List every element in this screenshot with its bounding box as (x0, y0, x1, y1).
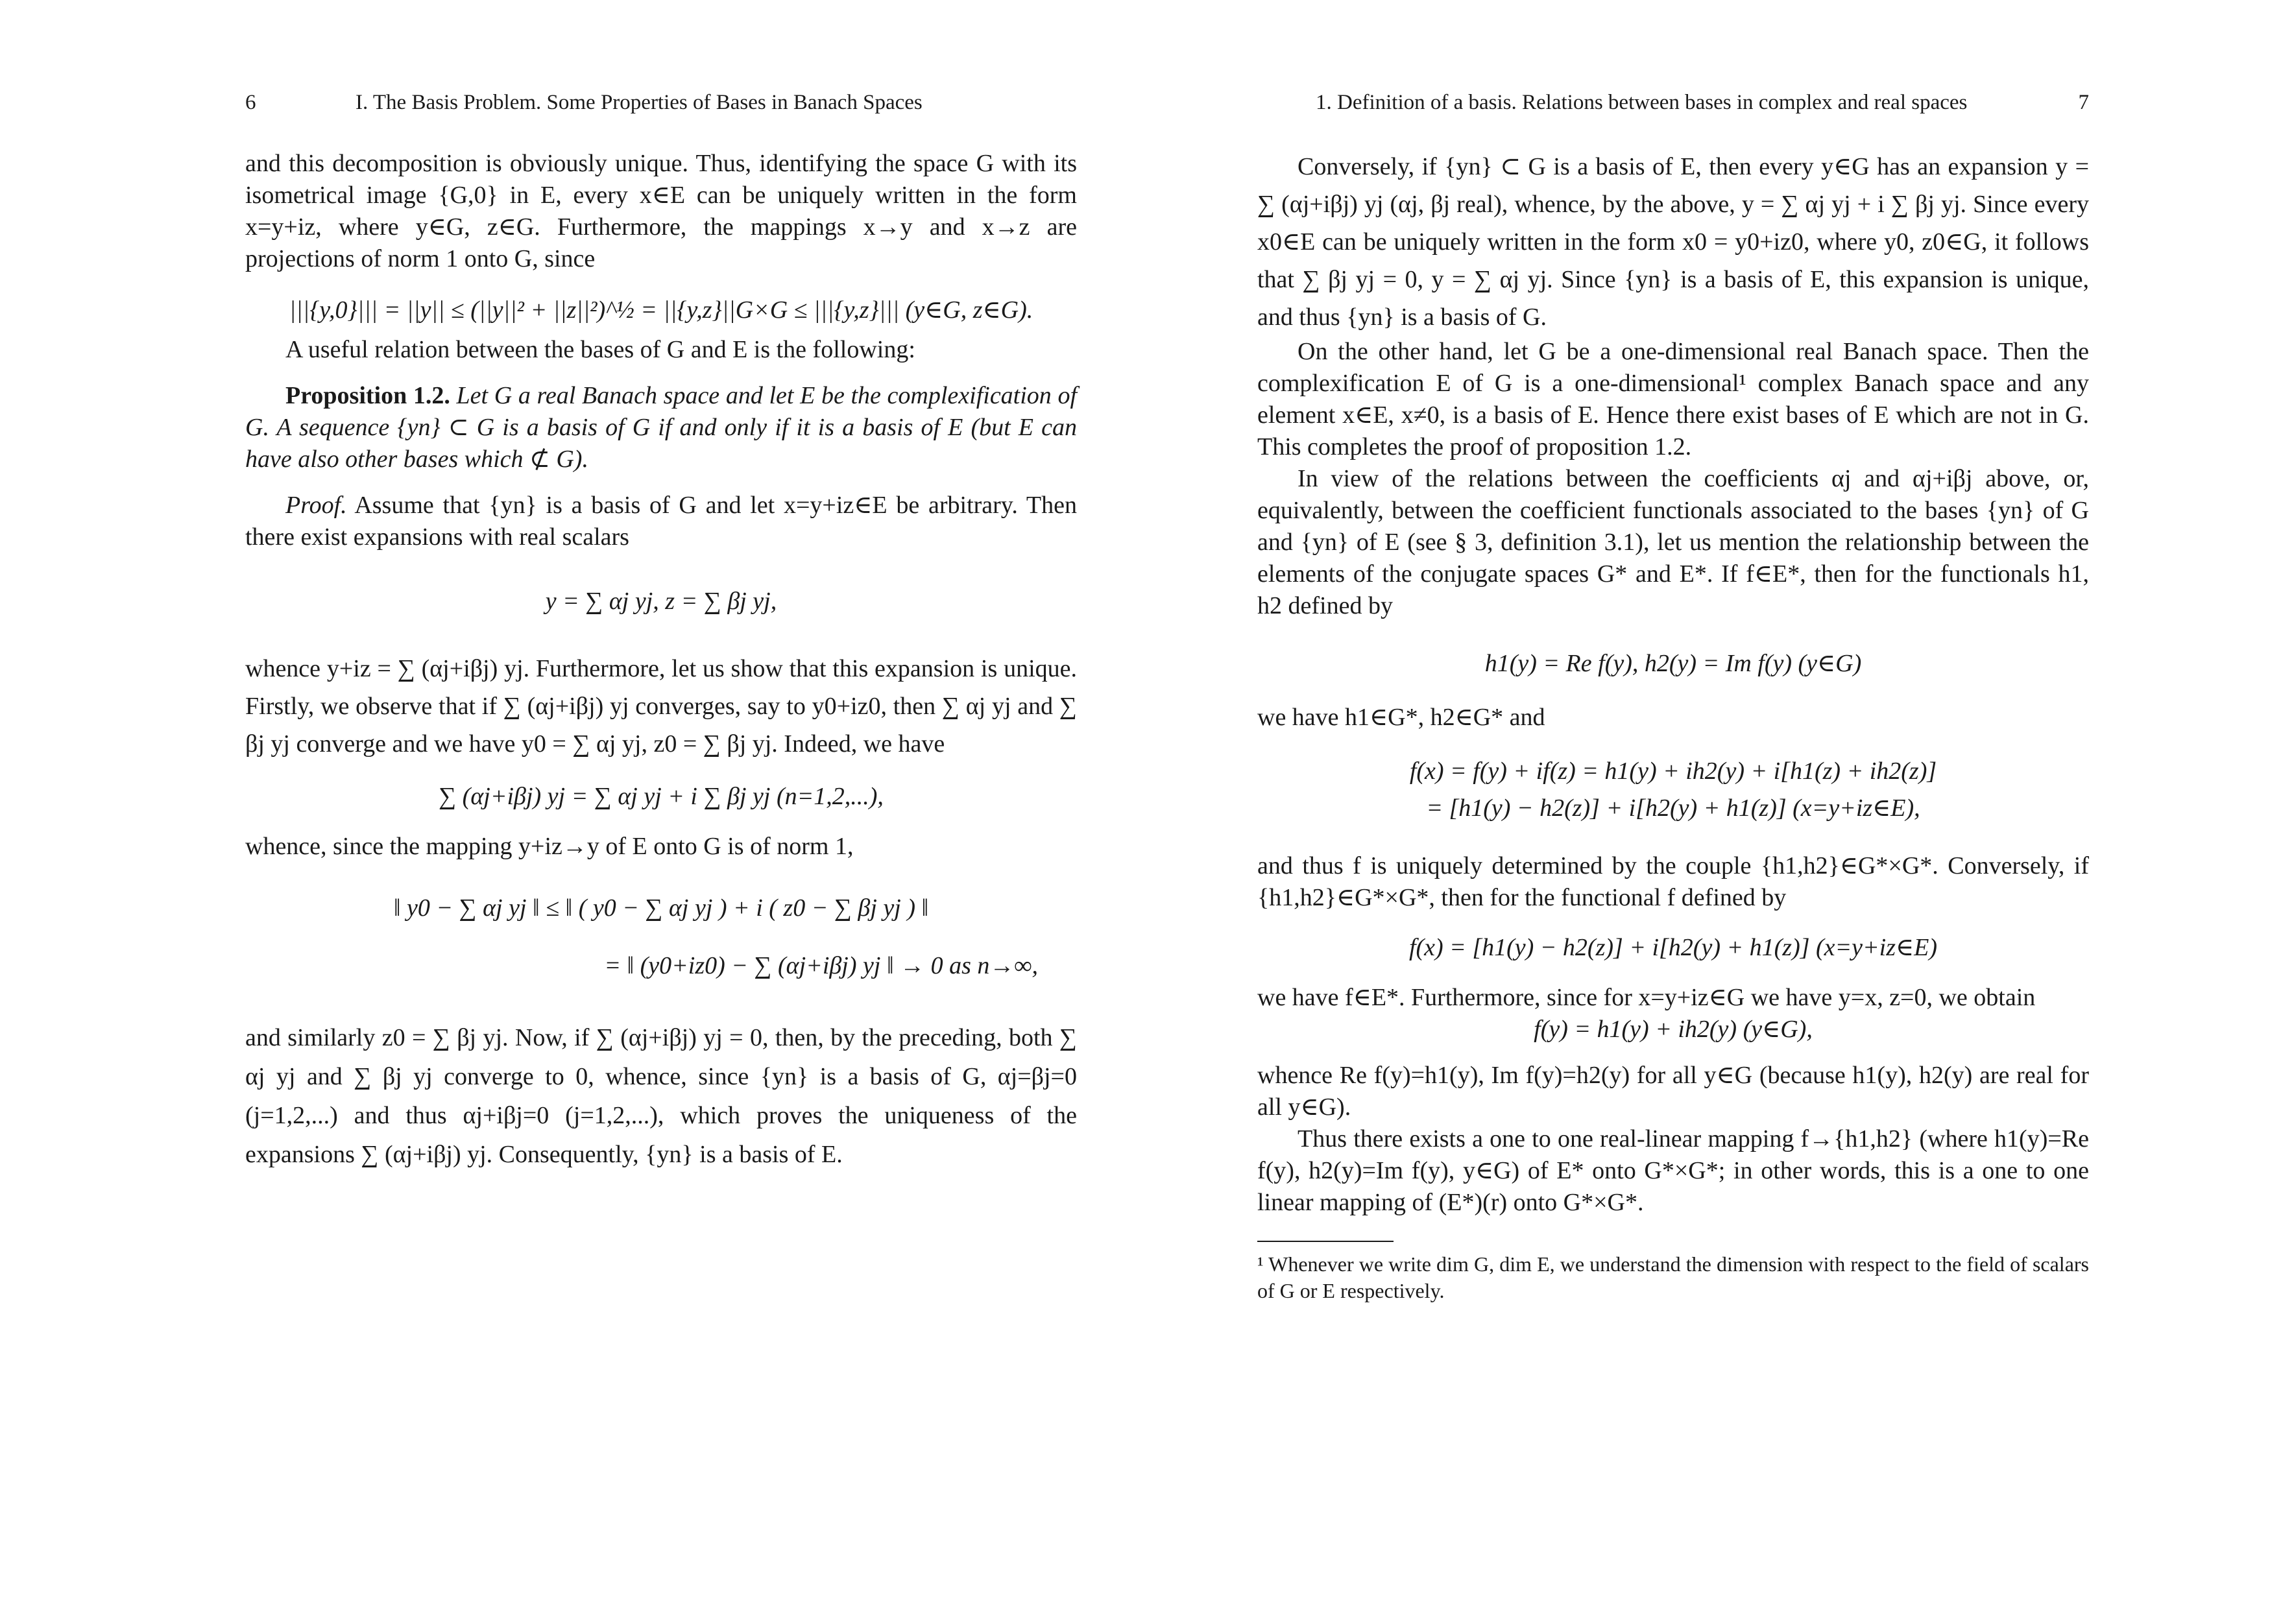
left-paragraph-4: whence, since the mapping y+iz→y of E onto G is of norm 1, (245, 833, 854, 860)
left-paragraph-3: whence y+iz = ∑ (αj+iβj) yj. Furthermore, let us show that this expansion is unique. Firstly, we observe that if ∑ (αj+iβj) yj converges, say to y0+iz0, then ∑ αj yj and ∑ βj yj converge and we have y0 = ∑ αj yj, z0 = ∑ βj yj. Indeed, we have (245, 655, 1077, 758)
right-page-body (1257, 148, 2089, 1304)
left-running-head (245, 91, 1077, 117)
left-page-body (245, 148, 1077, 1174)
proposition-block (245, 380, 1077, 475)
left-running-title: I. The Basis Problem. Some Properties of Bases in Banach Spaces (356, 91, 923, 114)
right-equation-2a: f(x) = f(y) + if(z) = h1(y) + ih2(y) + i[h1(z) + ih2(z)] (1409, 758, 1937, 785)
right-running-head (1257, 91, 2089, 117)
left-paragraph-2: A useful relation between the bases of G and E is the following: (285, 336, 915, 363)
left-paragraph-5: and similarly z0 = ∑ βj yj. Now, if ∑ (αj+iβj) yj = 0, then, by the preceding, both ∑ αj yj and ∑ βj yj converge to 0, whence, since {yn} is a basis of G, αj=βj=0 (j=1,2,...) and thus αj+iβj=0 (j=1,2,...), which proves the uniqueness of the expansions ∑ (αj+iβj) yj. Consequently, {yn} is a basis of E. (245, 1024, 1077, 1168)
right-paragraph-7: whence Re f(y)=h1(y), Im f(y)=h2(y) for all y∈G (because h1(y), h2(y) are real for all y∈G). (1257, 1062, 2089, 1121)
right-paragraph-6: we have f∈E*. Furthermore, since for x=y+iz∈G we have y=x, z=0, we obtain (1257, 984, 2036, 1011)
right-equation-3: f(x) = [h1(y) − h2(z)] + i[h2(y) + h1(z)] (x=y+iz∈E) (1408, 934, 1938, 961)
left-equation-2: y = ∑ αj yj, z = ∑ βj yj, (545, 588, 777, 615)
right-equation-2b: = [h1(y) − h2(z)] + i[h2(y) + h1(z)] (x=y+iz∈E), (1426, 794, 1920, 822)
right-paragraph-2: On the other hand, let G be a one-dimensional real Banach space. Then the complexification E of G is a one-dimensional¹ complex Banach space and any element x∈E, x≠0, is a basis of E. Hence there exist bases of E which are not in G. This completes the proof of proposition 1.2. (1257, 338, 2089, 460)
left-equation-4b: = ‖ (y0+iz0) − ∑ (αj+iβj) yj ‖ → 0 as n→∞, (604, 952, 1038, 979)
right-equation-4: f(y) = h1(y) + ih2(y) (y∈G), (1534, 1016, 1813, 1043)
right-equation-1: h1(y) = Re f(y), h2(y) = Im f(y) (y∈G) (1484, 650, 1862, 677)
proof-block (245, 490, 1077, 553)
right-paragraph-3: In view of the relations between the coefficients αj and αj+iβj above, or, equivalently, between the coefficient functionals associated to the bases {yn} of G and {yn} of E (see § 3, definition 3.1), let us mention the relationship between the elements of the conjugate spaces G* and E*. If f∈E*, then for the functionals h1, h2 defined by (1257, 465, 2089, 619)
left-page (245, 0, 1077, 1624)
right-paragraph-4: we have h1∈G*, h2∈G* and (1257, 704, 1545, 731)
right-paragraph-8: Thus there exists a one to one real-linear mapping f→{h1,h2} (where h1(y)=Re f(y), h2(y)=Im f(y), y∈G) of E* onto G*×G*; in other words, this is a one to one linear mapping of (E*)(r) onto G*×G*. (1257, 1125, 2089, 1216)
proof-text: Assume that {yn} is a basis of G and let x=y+iz∈E be arbitrary. Then there exist expansions with real scalars (245, 492, 1077, 551)
left-equation-1: |||{y,0}||| = ||y|| ≤ (||y||² + ||z||²)^½ = ||{y,z}||G×G ≤ |||{y,z}||| (y∈G, z∈G). (289, 296, 1033, 324)
left-paragraph-1: and this decomposition is obviously unique. Thus, identifying the space G with its isometrical image {G,0} in E, every x∈E can be uniquely written in the form x=y+iz, where y∈G, z∈G. Furthermore, the mappings x→y and x→z are projections of norm 1 onto G, since (245, 150, 1077, 272)
left-equation-4a: ‖ y0 − ∑ αj yj ‖ ≤ ‖ ( y0 − ∑ αj yj ) + i ( z0 − ∑ βj yj ) ‖ (393, 894, 929, 922)
right-page (1257, 0, 2089, 1624)
right-paragraph-1: Conversely, if {yn} ⊂ G is a basis of E, then every y∈G has an expansion y = ∑ (αj+iβj) yj (αj, βj real), whence, by the above, y = ∑ αj yj + i ∑ βj yj. Since every x0∈E can be uniquely written in the form x0 = y0+iz0, where y0, z0∈G, it follows that ∑ βj yj = 0, y = ∑ αj yj. Since {yn} is a basis of E, this expansion is unique, and thus {yn} is a basis of G. (1257, 153, 2089, 331)
proposition-label: Proposition 1.2. (285, 382, 450, 409)
footnote-rule (1257, 1241, 1394, 1242)
right-page-number: 7 (2078, 91, 2089, 114)
right-running-title: 1. Definition of a basis. Relations between bases in complex and real spaces (1316, 91, 1968, 114)
left-equation-3: ∑ (αj+iβj) yj = ∑ αj yj + i ∑ βj yj (n=1,2,...), (439, 783, 884, 810)
right-paragraph-5: and thus f is uniquely determined by the couple {h1,h2}∈G*×G*. Conversely, if {h1,h2}∈G*×G*, then for the functional f defined by (1257, 852, 2089, 911)
footnote: ¹ Whenever we write dim G, dim E, we understand the dimension with respect to the field of scalars of G or E respectively. (1257, 1252, 2089, 1302)
proposition-text: Let G a real Banach space and let E be the complexification of G. A sequence {yn} ⊂ G is a basis of G if and only if it is a basis of E (but E can have also other bases which ⊄ G). (245, 382, 1078, 473)
proof-label: Proof. (285, 492, 347, 519)
left-page-number: 6 (245, 91, 256, 114)
